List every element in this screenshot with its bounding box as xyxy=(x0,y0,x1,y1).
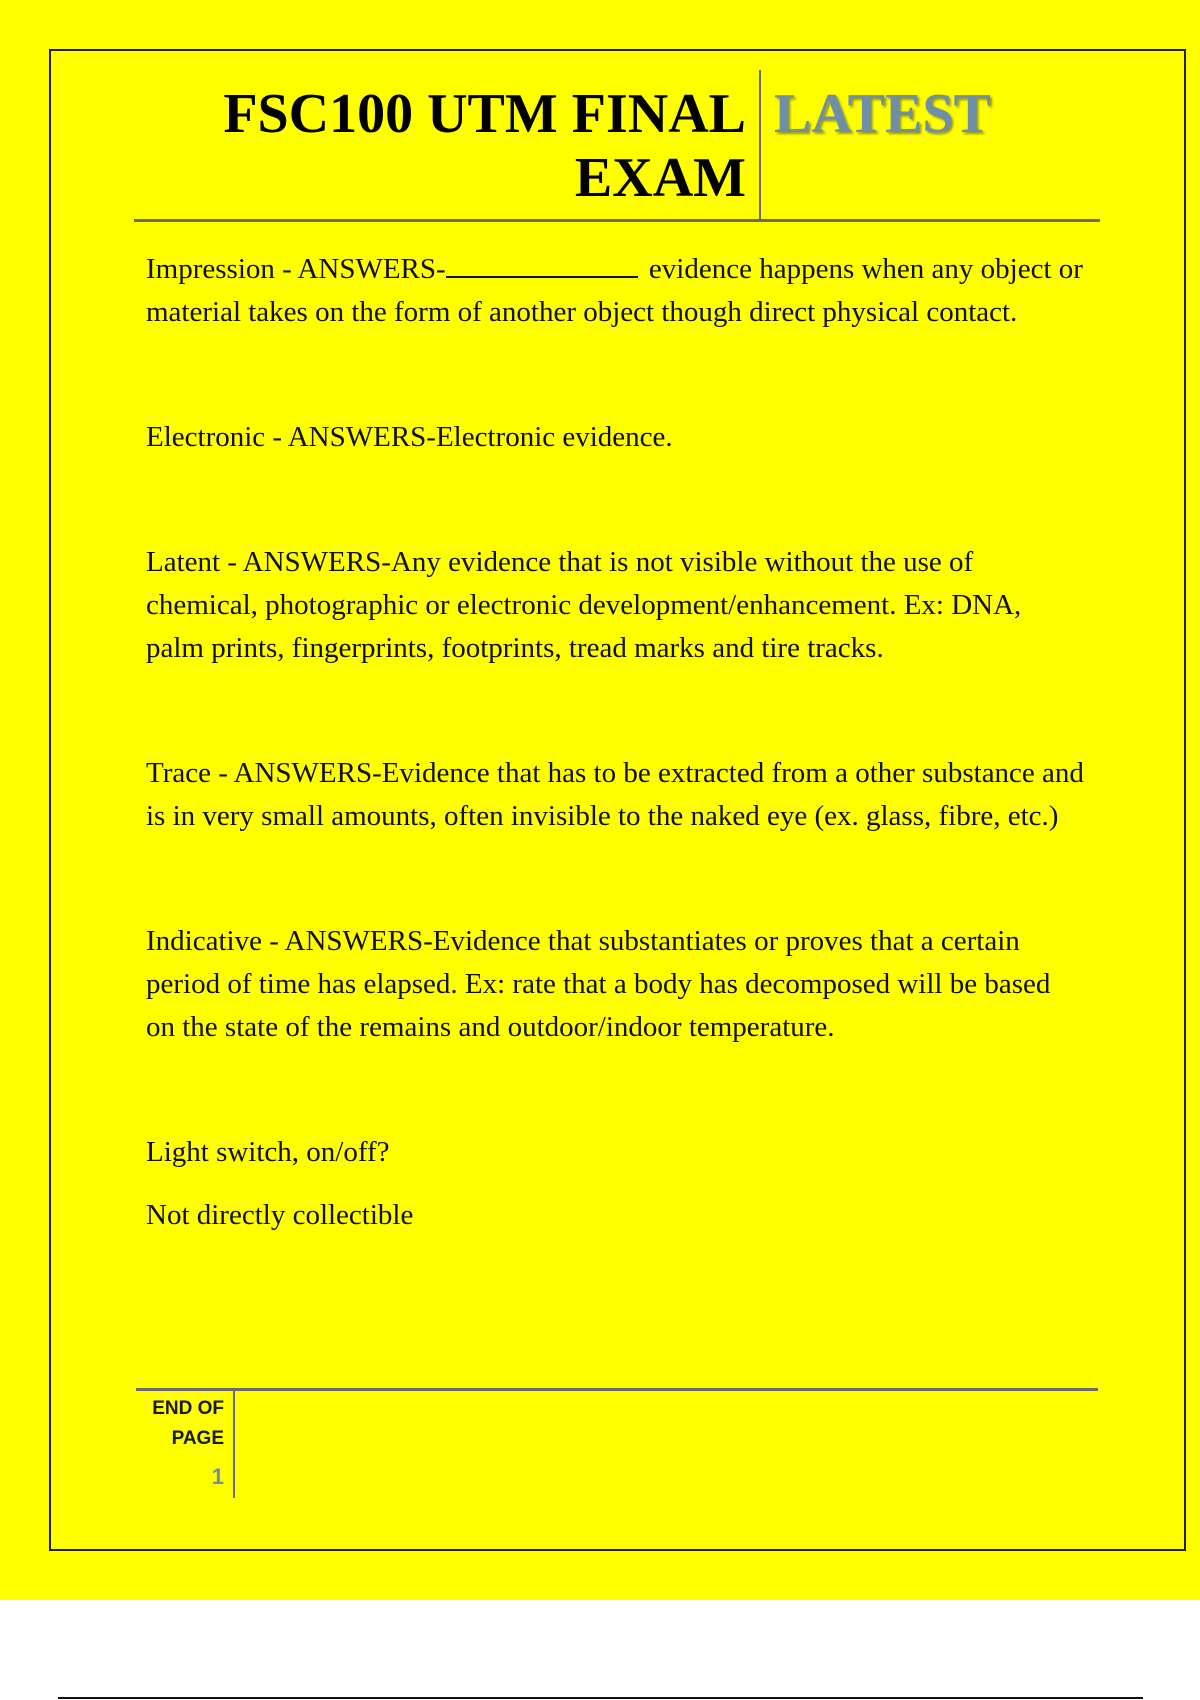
qa-separator: - ANSWERS- xyxy=(261,925,433,957)
qa-answer: Evidence that substantiates or proves that a certain period of time has elapsed. Ex: rate that a body has decomposed will be based on the state of the remains and outdoor/indoor temperature. xyxy=(146,925,1051,1043)
qa-entry-indicative xyxy=(146,920,1086,1049)
title-rule xyxy=(134,219,1100,222)
fill-in-blank xyxy=(446,254,638,278)
bottom-rule xyxy=(58,1697,1143,1699)
document-body xyxy=(146,248,1086,1237)
extra-line-question: Light switch, on/off? xyxy=(146,1136,390,1168)
qa-answer: Evidence that has to be extracted from a other substance and is in very small amounts, often invisible to the naked eye (ex. glass, fibre, etc.) xyxy=(146,757,1084,832)
qa-term: Trace xyxy=(146,757,211,789)
qa-term: Impression xyxy=(146,253,275,285)
qa-term: Electronic xyxy=(146,421,266,453)
footer-divider xyxy=(233,1390,235,1498)
extra-line-answer: Not directly collectible xyxy=(146,1199,414,1231)
qa-answer: evidence happens when any object or material takes on the form of another object though direct physical contact. xyxy=(146,253,1083,328)
footer-rule xyxy=(136,1388,1098,1391)
qa-entry-electronic xyxy=(146,416,1086,459)
qa-entry-impression xyxy=(146,248,1086,334)
qa-entry-trace xyxy=(146,752,1086,838)
qa-term: Latent xyxy=(146,546,221,578)
qa-entry-latent xyxy=(146,541,1086,670)
title-side-label: LATEST xyxy=(774,83,991,145)
qa-separator: - ANSWERS- xyxy=(220,546,391,578)
page-title: FSC100 UTM FINAL EXAM xyxy=(223,83,746,209)
footer-label: END OF PAGE xyxy=(152,1398,224,1449)
title-divider xyxy=(759,70,761,220)
qa-answer: Electronic evidence. xyxy=(435,421,673,453)
title-block xyxy=(134,70,1100,220)
qa-separator: - ANSWERS- xyxy=(265,421,436,453)
qa-answer: Any evidence that is not visible without the use of chemical, photographic or electronic development/enhancement. Ex: DNA, palm prints, fingerprints, footprints, tread marks and tire tracks. xyxy=(146,546,1022,664)
footer-page-number: 1 xyxy=(211,1464,224,1489)
qa-separator: - ANSWERS- xyxy=(274,253,446,285)
qa-term: Indicative xyxy=(146,925,262,957)
qa-separator: - ANSWERS- xyxy=(210,757,382,789)
